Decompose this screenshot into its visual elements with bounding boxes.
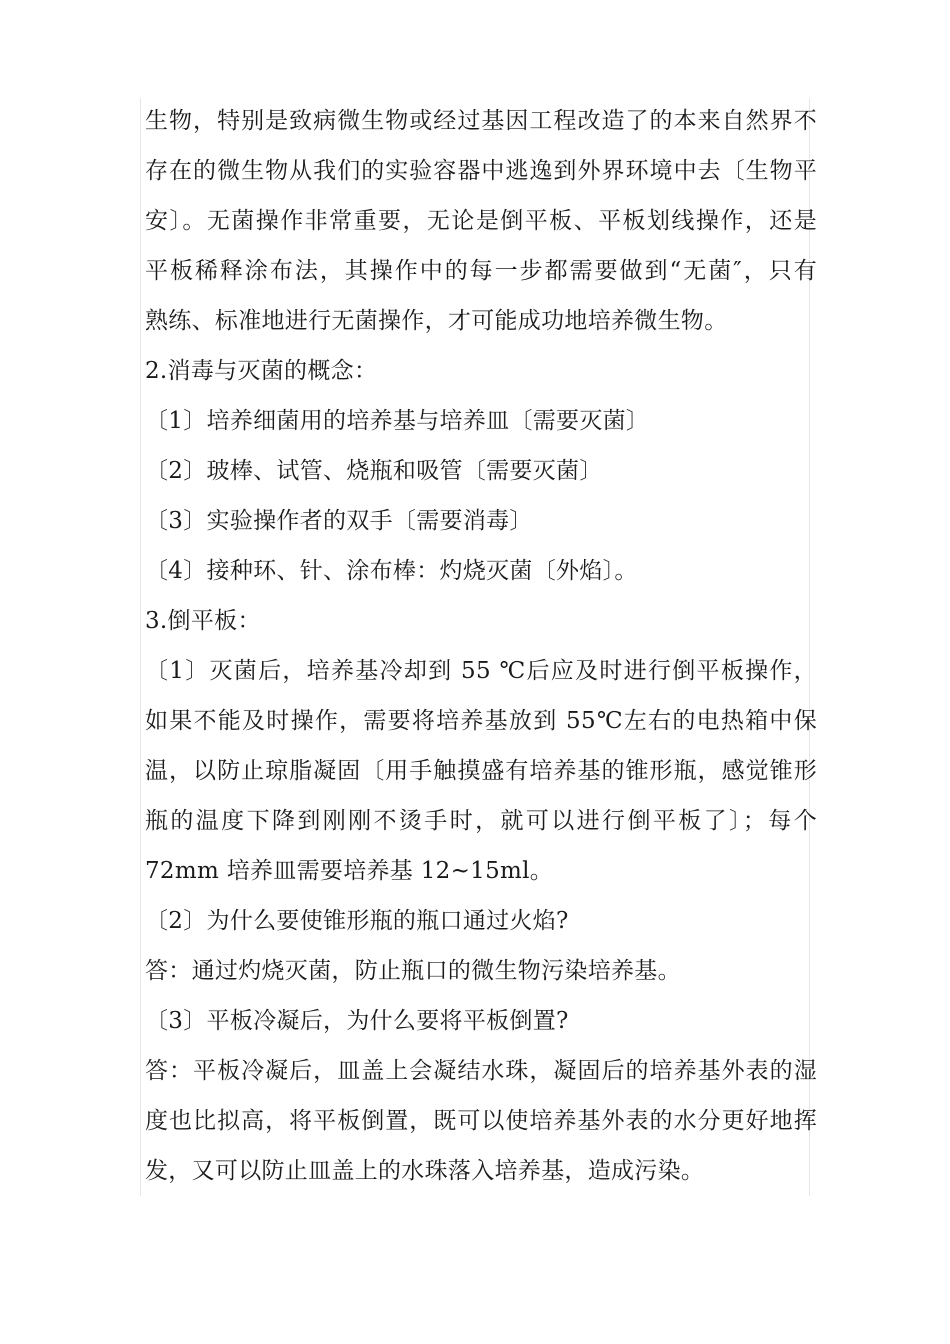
- question-line: 〔2〕为什么要使锥形瓶的瓶口通过火焰?: [145, 908, 569, 934]
- text-line: 如果不能及时操作，需要将培养基放到 55℃左右的电热箱中保: [145, 708, 817, 734]
- section-heading: 2.消毒与灭菌的概念：: [145, 358, 378, 384]
- list-item: 〔3〕实验操作者的双手〔需要消毒〕: [145, 508, 533, 534]
- text-line: 平板稀释涂布法，其操作中的每一步都需要做到“无菌″，只有: [145, 258, 817, 284]
- text-line: 瓶的温度下降到刚刚不烫手时，就可以进行倒平板了〕；每个: [145, 808, 817, 834]
- answer-line: 答：通过灼烧灭菌，防止瓶口的微生物污染培养基。: [145, 958, 681, 984]
- text-line: 温，以防止琼脂凝固〔用手触摸盛有培养基的锥形瓶，感觉锥形: [145, 758, 817, 784]
- list-item: 〔2〕玻棒、试管、烧瓶和吸管〔需要灭菌〕: [145, 458, 603, 484]
- section-heading: 3.倒平板：: [145, 608, 261, 634]
- text-line: 72mm 培养皿需要培养基 12~15ml。: [145, 858, 554, 884]
- list-item: 〔1〕培养细菌用的培养基与培养皿〔需要灭菌〕: [145, 408, 650, 434]
- text-line: 度也比拟高，将平板倒置，既可以使培养基外表的水分更好地挥: [145, 1108, 817, 1134]
- question-line: 〔3〕平板冷凝后，为什么要将平板倒置?: [145, 1008, 569, 1034]
- document-body: [145, 96, 817, 1196]
- list-item: 〔4〕接种环、针、涂布棒：灼烧灭菌〔外焰〕。: [145, 558, 638, 584]
- text-line: 存在的微生物从我们的实验容器中逃逸到外界环境中去〔生物平: [145, 158, 817, 184]
- text-line: 安〕。无菌操作非常重要，无论是倒平板、平板划线操作，还是: [145, 208, 817, 234]
- text-line: 发，又可以防止皿盖上的水珠落入培养基，造成污染。: [145, 1158, 705, 1184]
- list-item: 〔1〕灭菌后，培养基冷却到 55 ℃后应及时进行倒平板操作，: [145, 658, 817, 684]
- answer-line: 答：平板冷凝后，皿盖上会凝结水珠，凝固后的培养基外表的湿: [145, 1058, 817, 1084]
- text-line: 生物，特别是致病微生物或经过基因工程改造了的本来自然界不: [145, 108, 817, 134]
- text-line: 熟练、标准地进行无菌操作，才可能成功地培养微生物。: [145, 308, 728, 334]
